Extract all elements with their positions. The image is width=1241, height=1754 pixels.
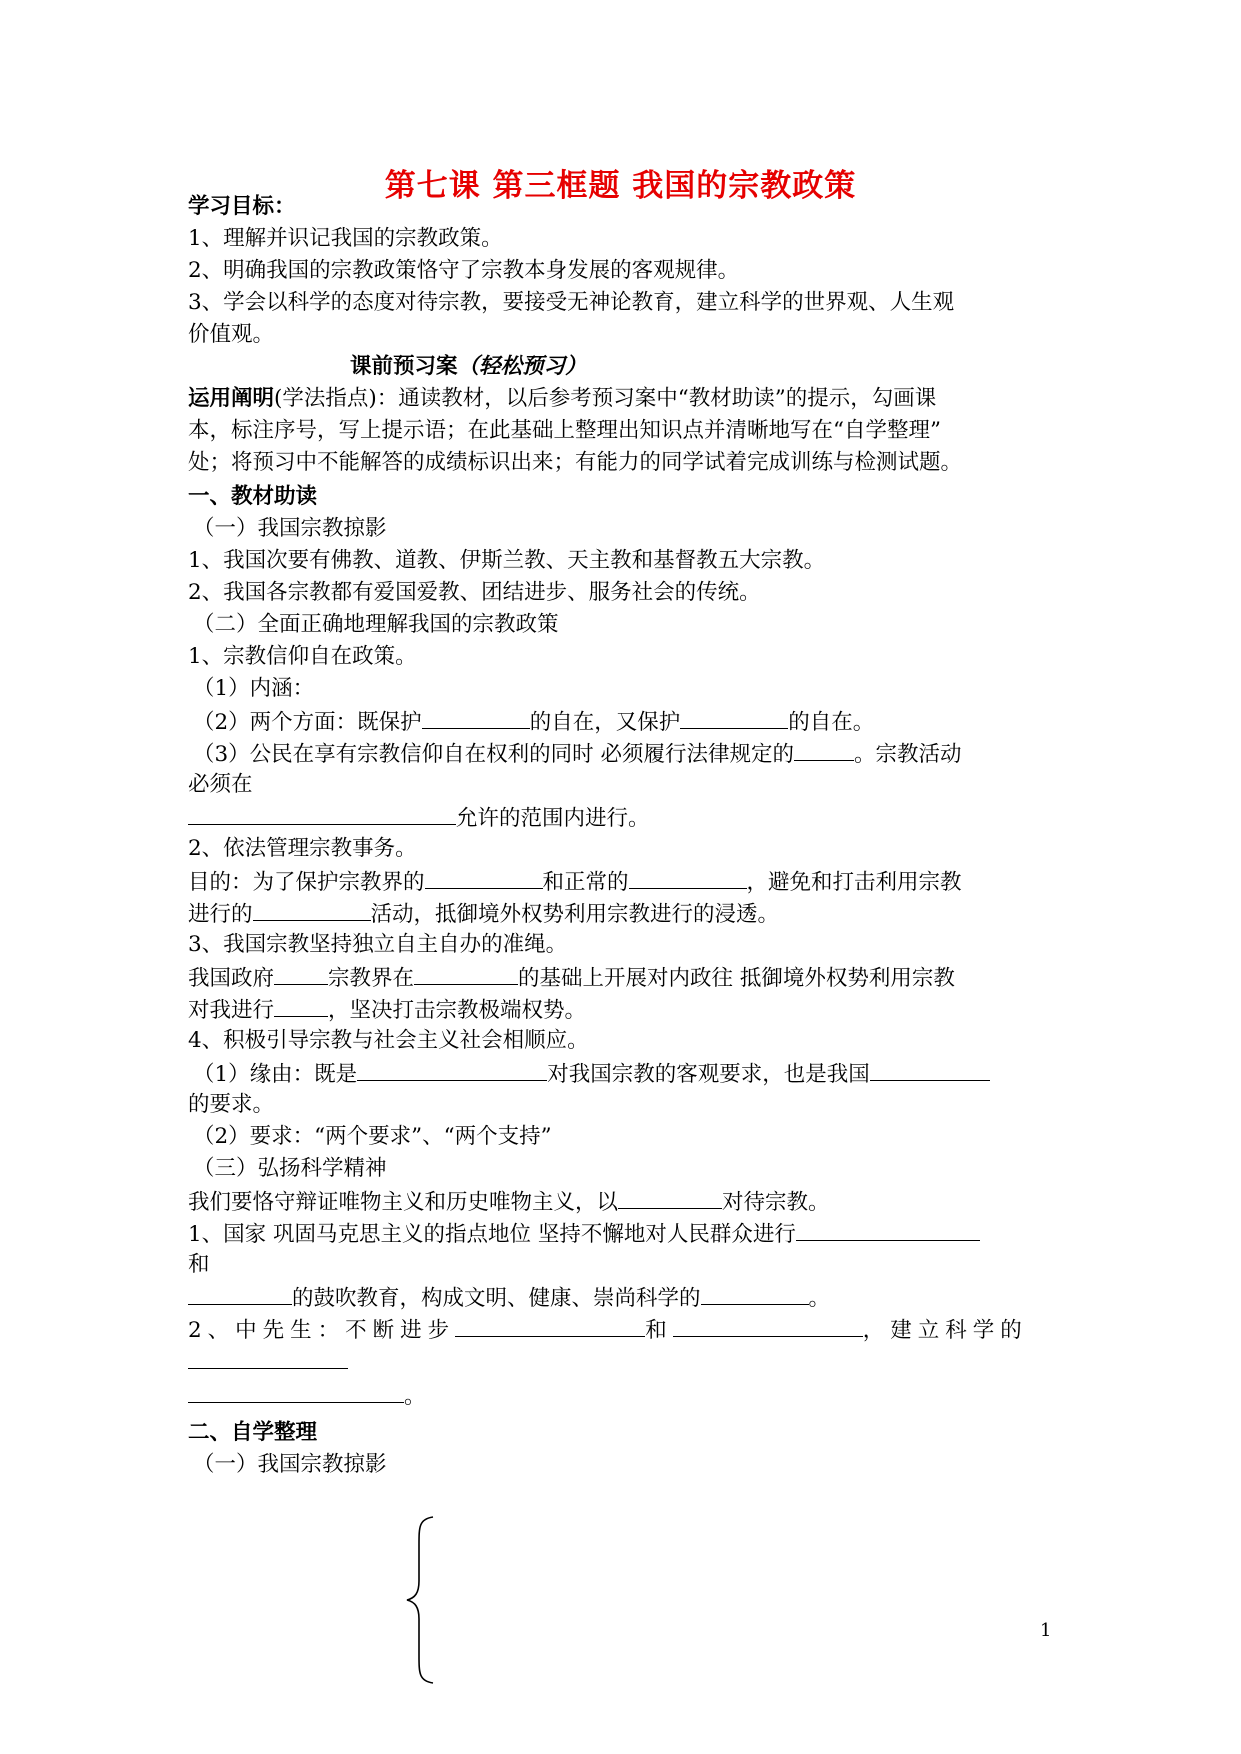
text-line: 必须在	[188, 772, 253, 797]
list-item: （2）要求：“两个要求”、“两个支持”	[193, 1124, 552, 1149]
method-line: 本，标注序号，写上提示语；在此基础上整理出知识点并清晰地写在“自学整理”	[188, 418, 941, 443]
fill-in-line	[188, 1186, 830, 1218]
fill-in-line	[188, 1314, 1028, 1346]
text: 我们要恪守辩证唯物主义和历史唯物主义，以	[188, 1190, 619, 1215]
text: 对我进行	[188, 998, 275, 1023]
text: 对待宗教。	[722, 1190, 830, 1215]
text: ，建立科学的	[862, 1318, 1028, 1343]
list-item: 2、我国各宗教都有爱国爱教、团结进步、服务社会的传统。	[188, 580, 761, 605]
preview-heading	[350, 352, 587, 382]
blank[interactable]	[357, 1058, 547, 1081]
blank[interactable]	[274, 962, 328, 985]
blank[interactable]	[274, 994, 328, 1017]
text: 宗教界在	[328, 966, 415, 991]
section2-heading: 二、自学整理	[188, 1420, 318, 1445]
blank[interactable]	[188, 802, 456, 825]
text: 目的：为了保护宗教界的	[188, 870, 425, 895]
fill-in-line	[193, 1058, 990, 1090]
text: 我国政府	[188, 966, 275, 991]
text: 。宗教活动	[854, 742, 962, 767]
objectives-heading: 学习目标：	[188, 194, 296, 219]
method-line: 处；将预习中不能解答的成绩标识出来；有能力的同学试着完成训练与检测试题。	[188, 450, 963, 475]
blank[interactable]	[680, 706, 788, 729]
objective-item: 2、明确我国的宗教政策恪守了宗教本身发展的客观规律。	[188, 258, 740, 283]
blank[interactable]	[188, 1380, 404, 1403]
list-item: 4、积极引导宗教与社会主义社会相顺应。	[188, 1028, 589, 1053]
fill-in-line	[188, 1346, 348, 1378]
list-item: （1）内涵：	[193, 676, 315, 701]
fill-in-line	[188, 898, 779, 930]
text: 的鼓吹教育，构成文明、健康、崇尚科学的	[292, 1286, 701, 1311]
curly-brace-icon	[405, 1515, 445, 1685]
subheading: （三）弘扬科学精神	[193, 1156, 387, 1181]
text: 进行的	[188, 902, 253, 927]
blank[interactable]	[673, 1314, 863, 1337]
text: 。	[808, 1286, 831, 1311]
blank[interactable]	[618, 1186, 722, 1209]
blank[interactable]	[422, 706, 530, 729]
objective-item: 1、理解并识记我国的宗教政策。	[188, 226, 503, 251]
blank[interactable]	[870, 1058, 990, 1081]
text: 活动，抵御境外权势利用宗教进行的浸透。	[370, 902, 780, 927]
fill-in-line	[193, 706, 874, 738]
method-label: 运用阐明	[188, 386, 275, 411]
subheading: （一）我国宗教掠影	[193, 1452, 387, 1477]
text: 和	[645, 1318, 673, 1343]
text: 和正常的	[542, 870, 629, 895]
text: 的基础上开展对内政往 抵御境外权势利用宗教	[518, 966, 955, 991]
fill-in-line	[188, 962, 955, 994]
list-item: 1、我国次要有佛教、道教、伊斯兰教、天主教和基督教五大宗教。	[188, 548, 826, 573]
text: 的自在，又保护	[529, 710, 681, 735]
blank[interactable]	[455, 1314, 645, 1337]
blank[interactable]	[188, 1282, 292, 1305]
method-line	[188, 384, 936, 414]
method-text: (学法指点)：通读教材，以后参考预习案中“教材助读”的提示，勾画课	[274, 386, 937, 411]
text: ，坚决打击宗教极端权势。	[328, 998, 587, 1023]
text: （3）公民在享有宗教信仰自在权利的同时 必须履行法律规定的	[193, 742, 795, 767]
text-line: 和	[188, 1252, 210, 1277]
subheading: （一）我国宗教掠影	[193, 516, 387, 541]
blank[interactable]	[414, 962, 518, 985]
section1-heading: 一、教材助读	[188, 484, 318, 509]
fill-in-line	[188, 1380, 426, 1412]
subheading: （二）全面正确地理解我国的宗教政策	[193, 612, 559, 637]
preview-heading-italic: （轻松预习）	[457, 354, 587, 379]
text: （1）缘由：既是	[193, 1062, 358, 1087]
list-item: 3、我国宗教坚持独立自主自办的准绳。	[188, 932, 568, 957]
text-line: 的要求。	[188, 1092, 275, 1117]
blank[interactable]	[701, 1282, 809, 1305]
fill-in-line	[188, 802, 650, 834]
fill-in-line	[188, 994, 586, 1026]
blank[interactable]	[188, 1346, 348, 1369]
page-number: 1	[1040, 1620, 1052, 1641]
text: 。	[404, 1384, 426, 1409]
fill-in-line	[188, 1218, 980, 1250]
blank[interactable]	[629, 866, 747, 889]
fill-in-line	[188, 866, 962, 898]
text: ，避免和打击利用宗教	[746, 870, 962, 895]
text: 2、中先生：不断进步	[188, 1318, 456, 1343]
fill-in-line	[188, 1282, 830, 1314]
preview-heading-main: 课前预习案	[350, 354, 458, 379]
text: 1、国家 巩固马克思主义的指点地位 坚持不懈地对人民群众进行	[188, 1222, 796, 1247]
fill-in-line	[193, 738, 962, 770]
blank[interactable]	[425, 866, 543, 889]
text: （2）两个方面：既保护	[193, 710, 422, 735]
blank[interactable]	[796, 1218, 980, 1241]
objective-item: 价值观。	[188, 322, 275, 347]
text: 的自在。	[788, 710, 875, 735]
objective-item: 3、学会以科学的态度对待宗教，要接受无神论教育，建立科学的世界观、人生观	[188, 290, 955, 315]
list-item: 1、宗教信仰自在政策。	[188, 644, 417, 669]
list-item: 2、依法管理宗教事务。	[188, 836, 417, 861]
page-title: 第七课 第三框题 我国的宗教政策	[384, 168, 857, 204]
text: 允许的范围内进行。	[456, 806, 650, 831]
blank[interactable]	[794, 738, 854, 761]
text: 对我国宗教的客观要求，也是我国	[547, 1062, 870, 1087]
blank[interactable]	[253, 898, 371, 921]
